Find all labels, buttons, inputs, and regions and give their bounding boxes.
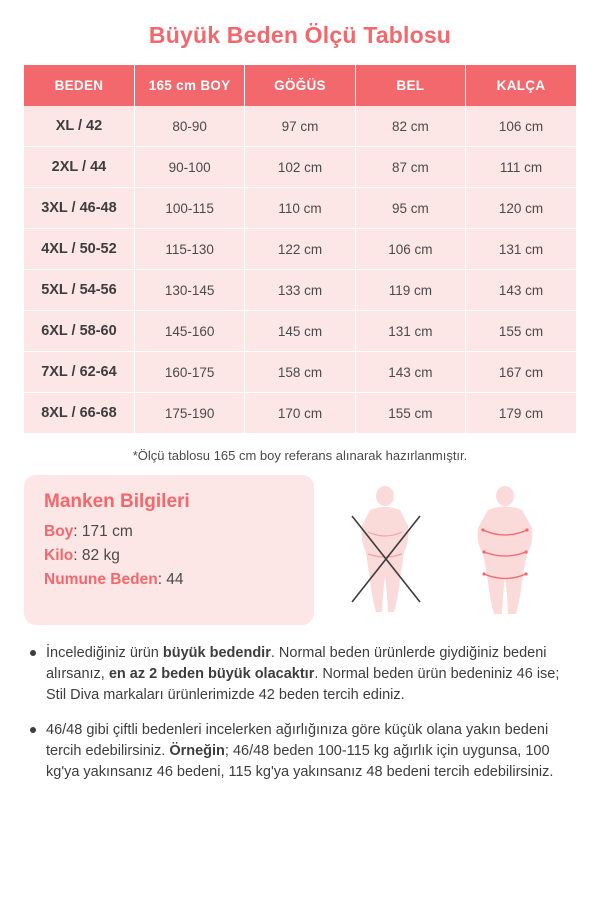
- notes-list: [24, 643, 576, 783]
- emphasis-text: büyük bedendir: [162, 645, 271, 661]
- table-cell: 130-145: [134, 270, 244, 311]
- table-cell: 143 cm: [355, 352, 465, 393]
- body-text: İncelediğiniz ürün: [46, 645, 163, 661]
- table-cell: 97 cm: [245, 106, 355, 147]
- table-cell: 120 cm: [466, 188, 576, 229]
- table-cell: 115-130: [134, 229, 244, 270]
- model-sample-size-line: [44, 571, 294, 589]
- body-text: . Normal beden ürün bedeniniz 46 ise; Stil Diva markaları ürünlerimizde 42 beden tercih ediniz.: [46, 666, 560, 704]
- table-cell-size: 5XL / 54-56: [24, 270, 134, 311]
- table-header-cell: KALÇA: [466, 65, 576, 106]
- table-row: [24, 229, 576, 270]
- table-cell: 106 cm: [466, 106, 576, 147]
- table-body: [24, 106, 576, 434]
- model-height-label: Boy: [44, 523, 74, 540]
- model-info-row: [24, 475, 576, 625]
- table-cell-size: 3XL / 46-48: [24, 188, 134, 229]
- table-cell: 179 cm: [466, 393, 576, 434]
- table-row: [24, 147, 576, 188]
- table-header-cell: 165 cm BOY: [134, 65, 244, 106]
- model-sample-size-value: : 44: [157, 571, 184, 588]
- table-cell: 122 cm: [245, 229, 355, 270]
- table-cell: 106 cm: [355, 229, 465, 270]
- table-cell-size: 2XL / 44: [24, 147, 134, 188]
- model-weight-value: : 82 kg: [73, 547, 120, 564]
- model-height-line: [44, 523, 294, 541]
- table-cell: 167 cm: [466, 352, 576, 393]
- table-cell-size: XL / 42: [24, 106, 134, 147]
- table-cell: 158 cm: [245, 352, 355, 393]
- table-cell: 102 cm: [245, 147, 355, 188]
- table-row: [24, 106, 576, 147]
- table-cell: 95 cm: [355, 188, 465, 229]
- table-header-cell: BEDEN: [24, 65, 134, 106]
- body-text: . Normal beden ürünlerde giydiğiniz bedeni alırsanız,: [46, 645, 547, 683]
- table-cell: 131 cm: [355, 311, 465, 352]
- list-item: [46, 643, 572, 706]
- size-table: [24, 65, 576, 434]
- table-cell-size: 8XL / 66-68: [24, 393, 134, 434]
- table-cell: 111 cm: [466, 147, 576, 188]
- table-cell: 133 cm: [245, 270, 355, 311]
- table-cell: 145 cm: [245, 311, 355, 352]
- table-row: [24, 393, 576, 434]
- table-cell-size: 4XL / 50-52: [24, 229, 134, 270]
- table-cell: 100-115: [134, 188, 244, 229]
- model-info-heading: Manken Bilgileri: [44, 491, 190, 512]
- table-cell: 170 cm: [245, 393, 355, 434]
- body-text: 46/48 gibi çiftli bedenleri incelerken ağırlığınıza göre küçük olana yakın bedeni tercih edebilirsiniz.: [46, 722, 549, 760]
- table-note: *Ölçü tablosu 165 cm boy referans alınarak hazırlanmıştır.: [132, 448, 468, 463]
- table-cell: 119 cm: [355, 270, 465, 311]
- table-cell: 145-160: [134, 311, 244, 352]
- table-row: [24, 188, 576, 229]
- table-cell: 87 cm: [355, 147, 465, 188]
- list-item: [46, 720, 572, 783]
- table-cell-size: 6XL / 58-60: [24, 311, 134, 352]
- table-cell: 175-190: [134, 393, 244, 434]
- model-sample-size-label: Numune Beden: [44, 571, 158, 588]
- table-cell: 143 cm: [466, 270, 576, 311]
- page-title: Büyük Beden Ölçü Tablosu: [148, 22, 452, 48]
- model-weight-label: Kilo: [44, 547, 74, 564]
- table-row: [24, 352, 576, 393]
- table-header-cell: BEL: [355, 65, 465, 106]
- table-header-cell: GÖĞÜS: [245, 65, 355, 106]
- table-cell: 160-175: [134, 352, 244, 393]
- table-cell: 90-100: [134, 147, 244, 188]
- table-cell: 155 cm: [466, 311, 576, 352]
- body-figures: [314, 475, 576, 625]
- model-info-card: [24, 475, 314, 625]
- table-cell: 131 cm: [466, 229, 576, 270]
- table-header-row: [24, 65, 576, 106]
- table-cell: 80-90: [134, 106, 244, 147]
- table-row: [24, 270, 576, 311]
- emphasis-text: Örneğin: [169, 743, 225, 760]
- measured-body-figure-icon: [450, 480, 560, 620]
- model-height-value: : 171 cm: [73, 523, 133, 540]
- table-cell: 155 cm: [355, 393, 465, 434]
- table-cell: 110 cm: [245, 188, 355, 229]
- emphasis-text: en az 2 beden büyük olacaktır: [108, 666, 315, 683]
- table-cell: 82 cm: [355, 106, 465, 147]
- body-text: ; 46/48 beden 100-115 kg ağırlık için uygunsa, 100 kg'ya yakınsanız 46 bedeni, 115 kg'ya yakınsanız 48 bedeni tercih edebilirsiniz.: [46, 743, 554, 781]
- table-cell-size: 7XL / 62-64: [24, 352, 134, 393]
- model-weight-line: [44, 547, 294, 565]
- crossed-body-figure-icon: [330, 480, 440, 620]
- table-row: [24, 311, 576, 352]
